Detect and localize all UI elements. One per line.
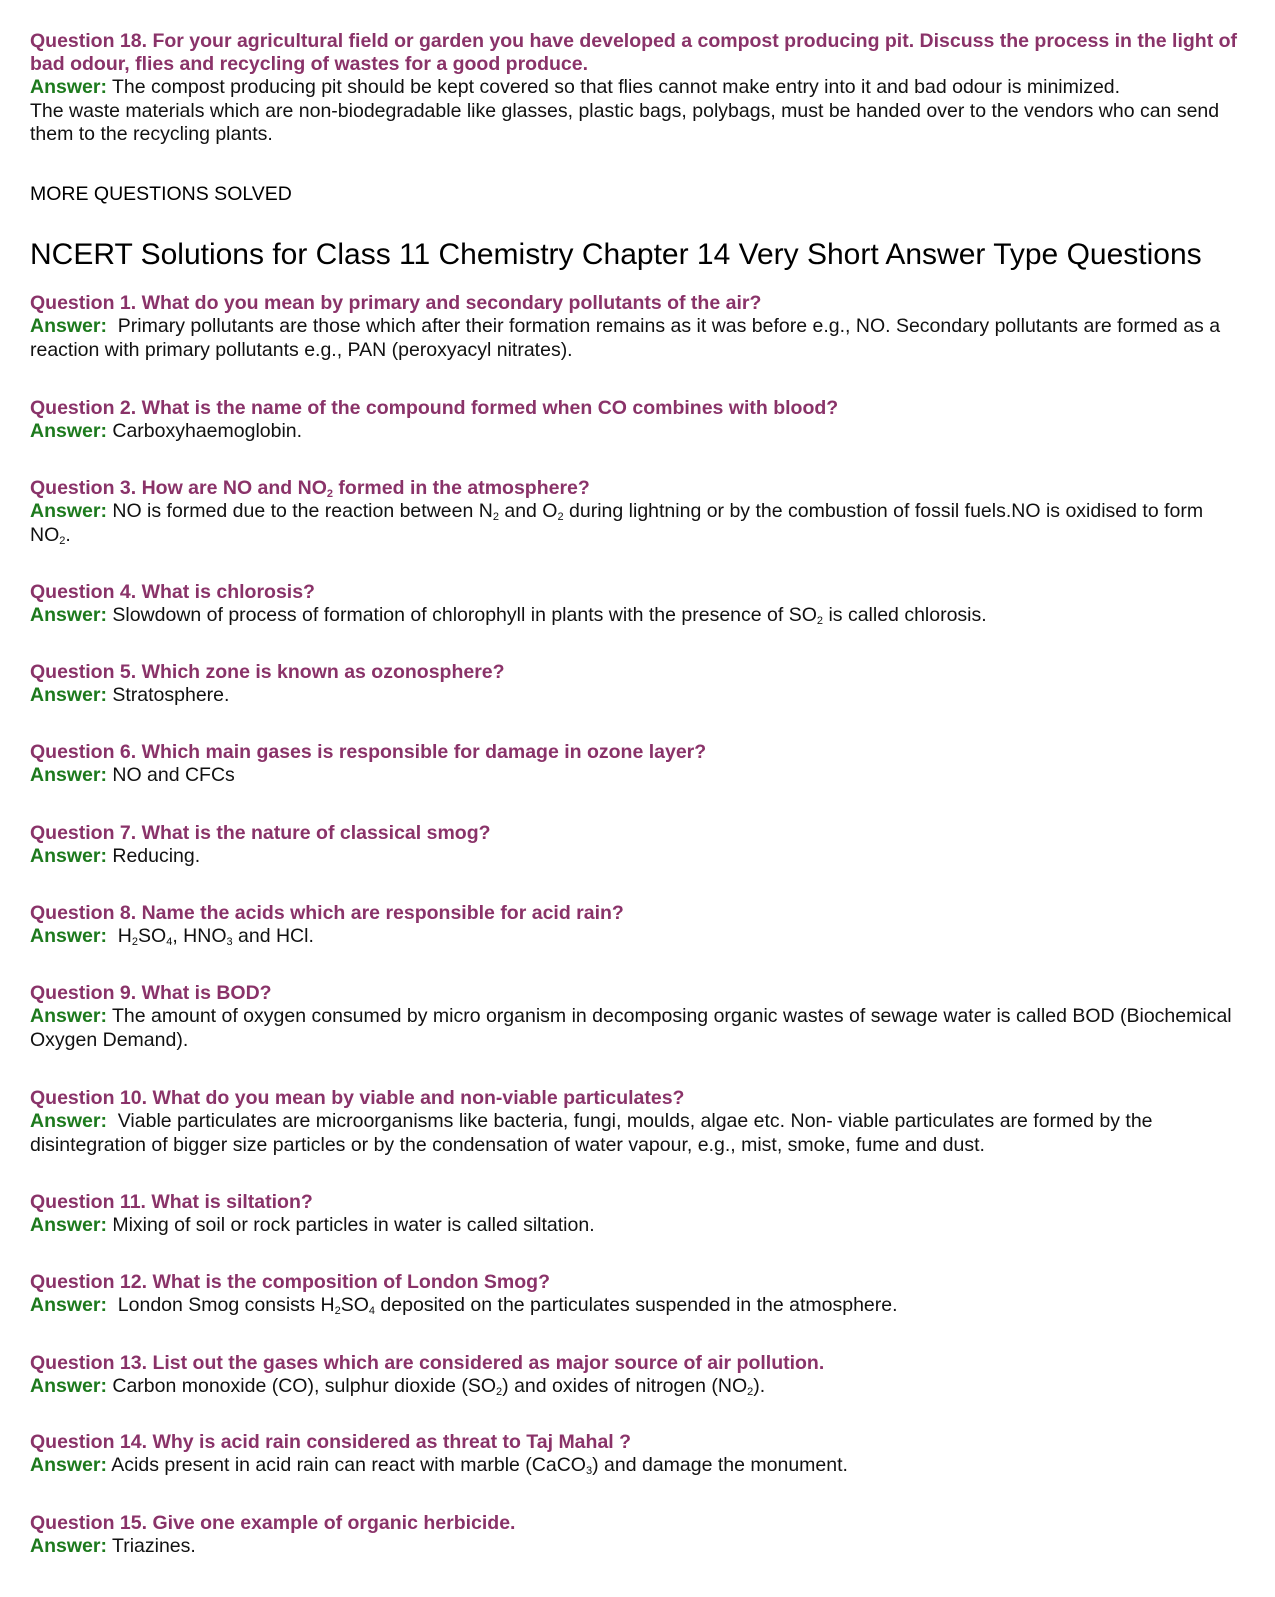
answer-text: [30, 420, 1245, 444]
question-18-text: Question 18. For your agricultural field or garden you have developed a compost producing pit. Discuss the process in the light of bad odour, flies and recycling of wastes for a good produce.: [30, 30, 1238, 75]
qa-item-1: [30, 292, 1245, 362]
qa-item-8: [30, 902, 1245, 949]
question-text: Question 11. What is siltation?: [30, 1191, 313, 1213]
answer-label: Answer:: [30, 1214, 107, 1236]
question-text: Question 10. What do you mean by viable and non-viable particulates?: [30, 1087, 685, 1109]
question-text: [30, 477, 1245, 500]
question-text: Question 1. What do you mean by primary and secondary pollutants of the air?: [30, 292, 762, 314]
answer-part: H: [117, 925, 132, 947]
answer-text: [30, 604, 1245, 628]
answer-label: Answer:: [30, 1005, 107, 1027]
qa-item-10: [30, 1087, 1245, 1157]
question-text: Question 9. What is BOD?: [30, 982, 272, 1004]
question-text: Question 4. What is chlorosis?: [30, 581, 315, 603]
question-part: formed in the atmosphere?: [333, 477, 590, 499]
answer-label: Answer:: [30, 76, 107, 98]
answer-label: Answer:: [30, 1294, 107, 1316]
answer-part: SO: [340, 1294, 369, 1316]
answer-label: Answer:: [30, 845, 107, 867]
qa-item-2: [30, 397, 1245, 444]
qa-item-15: [30, 1512, 1245, 1559]
subscript: 2: [131, 936, 138, 948]
answer-text: [30, 764, 1245, 788]
question-text: Question 6. Which main gases is responsible for damage in ozone layer?: [30, 741, 707, 763]
question-text: Question 7. What is the nature of classical smog?: [30, 822, 491, 844]
answer-label: Answer:: [30, 684, 107, 706]
answer-18-line2: The waste materials which are non-biodegradable like glasses, plastic bags, polybags, must be handed over to the vendors who can send them to the recycling plants.: [30, 99, 1220, 145]
answer-part: during lightning or by the combustion of fossil fuels.NO is oxidised to form NO: [30, 500, 1204, 546]
answer-body: NO and CFCs: [112, 764, 235, 786]
answer-part: SO: [138, 925, 167, 947]
answer-part: ) and oxides of nitrogen (NO: [502, 1375, 748, 1397]
answer-part: Acids present in acid rain can react with marble (CaCO: [111, 1454, 586, 1476]
answer-body: Viable particulates are microorganisms like bacteria, fungi, moulds, algae etc. Non- viable particulates are formed by the disintegration of bigger size particles or by the condensation of water vapour, e.g., mist, smoke, fume and dust.: [30, 1110, 1153, 1156]
answer-part: ) and damage the monument.: [592, 1454, 848, 1476]
question-part: Question 3. How are NO and NO: [30, 477, 327, 499]
answer-label: Answer:: [30, 1454, 107, 1476]
answer-label: Answer:: [30, 925, 107, 947]
subscript: 2: [326, 488, 334, 500]
answer-label: Answer:: [30, 1110, 107, 1132]
subscript: 2: [747, 1386, 754, 1398]
qa-item-9: [30, 982, 1245, 1052]
answer-body: Reducing.: [112, 845, 201, 867]
answer-text: [30, 315, 1245, 362]
answer-label: Answer:: [30, 1375, 107, 1397]
answer-part: , HNO: [172, 925, 227, 947]
answer-part: and O: [498, 500, 558, 522]
answer-text: [30, 684, 1245, 708]
subscript: 2: [557, 511, 564, 523]
question-text: Question 12. What is the composition of London Smog?: [30, 1271, 550, 1293]
answer-body: Stratosphere.: [112, 684, 230, 706]
page-heading: NCERT Solutions for Class 11 Chemistry Chapter 14 Very Short Answer Type Questions: [30, 238, 1202, 271]
answer-text: [30, 1110, 1245, 1157]
answer-text: [30, 1535, 1245, 1559]
subscript: 2: [334, 1305, 341, 1317]
qa-item-3: [30, 477, 1245, 547]
answer-part: London Smog consists H: [117, 1294, 335, 1316]
answer-label: Answer:: [30, 420, 107, 442]
question-text: Question 5. Which zone is known as ozonosphere?: [30, 661, 505, 683]
answer-body: Mixing of soil or rock particles in water is called siltation.: [112, 1214, 595, 1236]
qa-item-14: [30, 1431, 1245, 1478]
qa-item-13: [30, 1352, 1245, 1399]
question-text: Question 13. List out the gases which are considered as major source of air pollution.: [30, 1352, 825, 1374]
answer-18-line1: The compost producing pit should be kept covered so that flies cannot make entry into it and bad odour is minimized.: [112, 76, 1121, 98]
question-text: Question 8. Name the acids which are responsible for acid rain?: [30, 902, 624, 924]
subscript: 2: [496, 1386, 503, 1398]
qa-item-5: [30, 661, 1245, 708]
answer-text: [30, 1294, 1245, 1318]
more-questions-label: MORE QUESTIONS SOLVED: [30, 183, 292, 205]
answer-part: deposited on the particulates suspended in the atmosphere.: [375, 1294, 898, 1316]
answer-text: [30, 1454, 1245, 1478]
question-text: Question 14. Why is acid rain considered as threat to Taj Mahal ?: [30, 1431, 632, 1453]
answer-part: and HCl.: [232, 925, 314, 947]
answer-part: Carbon monoxide (CO), sulphur dioxide (SO: [112, 1375, 497, 1397]
answer-label: Answer:: [30, 315, 107, 337]
question-18-block: [30, 30, 1250, 147]
answer-part: NO is formed due to the reaction between N: [112, 500, 493, 522]
qa-item-12: [30, 1271, 1245, 1318]
answer-text: [30, 925, 1245, 949]
qa-item-7: [30, 822, 1245, 869]
subscript: 4: [368, 1305, 376, 1317]
question-text: Question 2. What is the name of the compound formed when CO combines with blood?: [30, 397, 839, 419]
answer-part: ).: [753, 1375, 766, 1397]
answer-part: Slowdown of process of formation of chlorophyll in plants with the presence of SO: [112, 604, 817, 626]
answer-text: [30, 1375, 1245, 1399]
subscript: 3: [585, 1465, 593, 1477]
answer-text: [30, 1005, 1245, 1052]
subscript: 3: [226, 936, 233, 948]
answer-body: Primary pollutants are those which after their formation remains as it was before e.g., NO. Secondary pollutants are formed as a reaction with primary pollutants e.g., PAN (peroxyacyl nitrates).: [30, 315, 1221, 361]
subscript: 2: [59, 534, 66, 547]
qa-item-4: [30, 581, 1245, 628]
answer-body: Carboxyhaemoglobin.: [112, 420, 303, 442]
answer-text: [30, 1214, 1245, 1238]
answer-text: [30, 845, 1245, 869]
answer-text: [30, 500, 1245, 547]
qa-item-11: [30, 1191, 1245, 1238]
subscript: 2: [492, 511, 499, 523]
answer-part: .: [65, 523, 71, 546]
answer-body: Triazines.: [112, 1535, 196, 1557]
answer-part: is called chlorosis.: [823, 604, 987, 626]
answer-label: Answer:: [30, 764, 107, 786]
qa-item-6: [30, 741, 1245, 788]
answer-label: Answer:: [30, 500, 107, 522]
question-text: Question 15. Give one example of organic herbicide.: [30, 1512, 516, 1534]
subscript: 2: [816, 615, 824, 627]
answer-body: The amount of oxygen consumed by micro organism in decomposing organic wastes of sewage water is called BOD (Biochemical Oxygen Demand).: [30, 1005, 1232, 1051]
answer-18: [30, 76, 1250, 100]
answer-label: Answer:: [30, 1535, 107, 1557]
subscript: 4: [166, 936, 173, 948]
answer-label: Answer:: [30, 604, 107, 626]
